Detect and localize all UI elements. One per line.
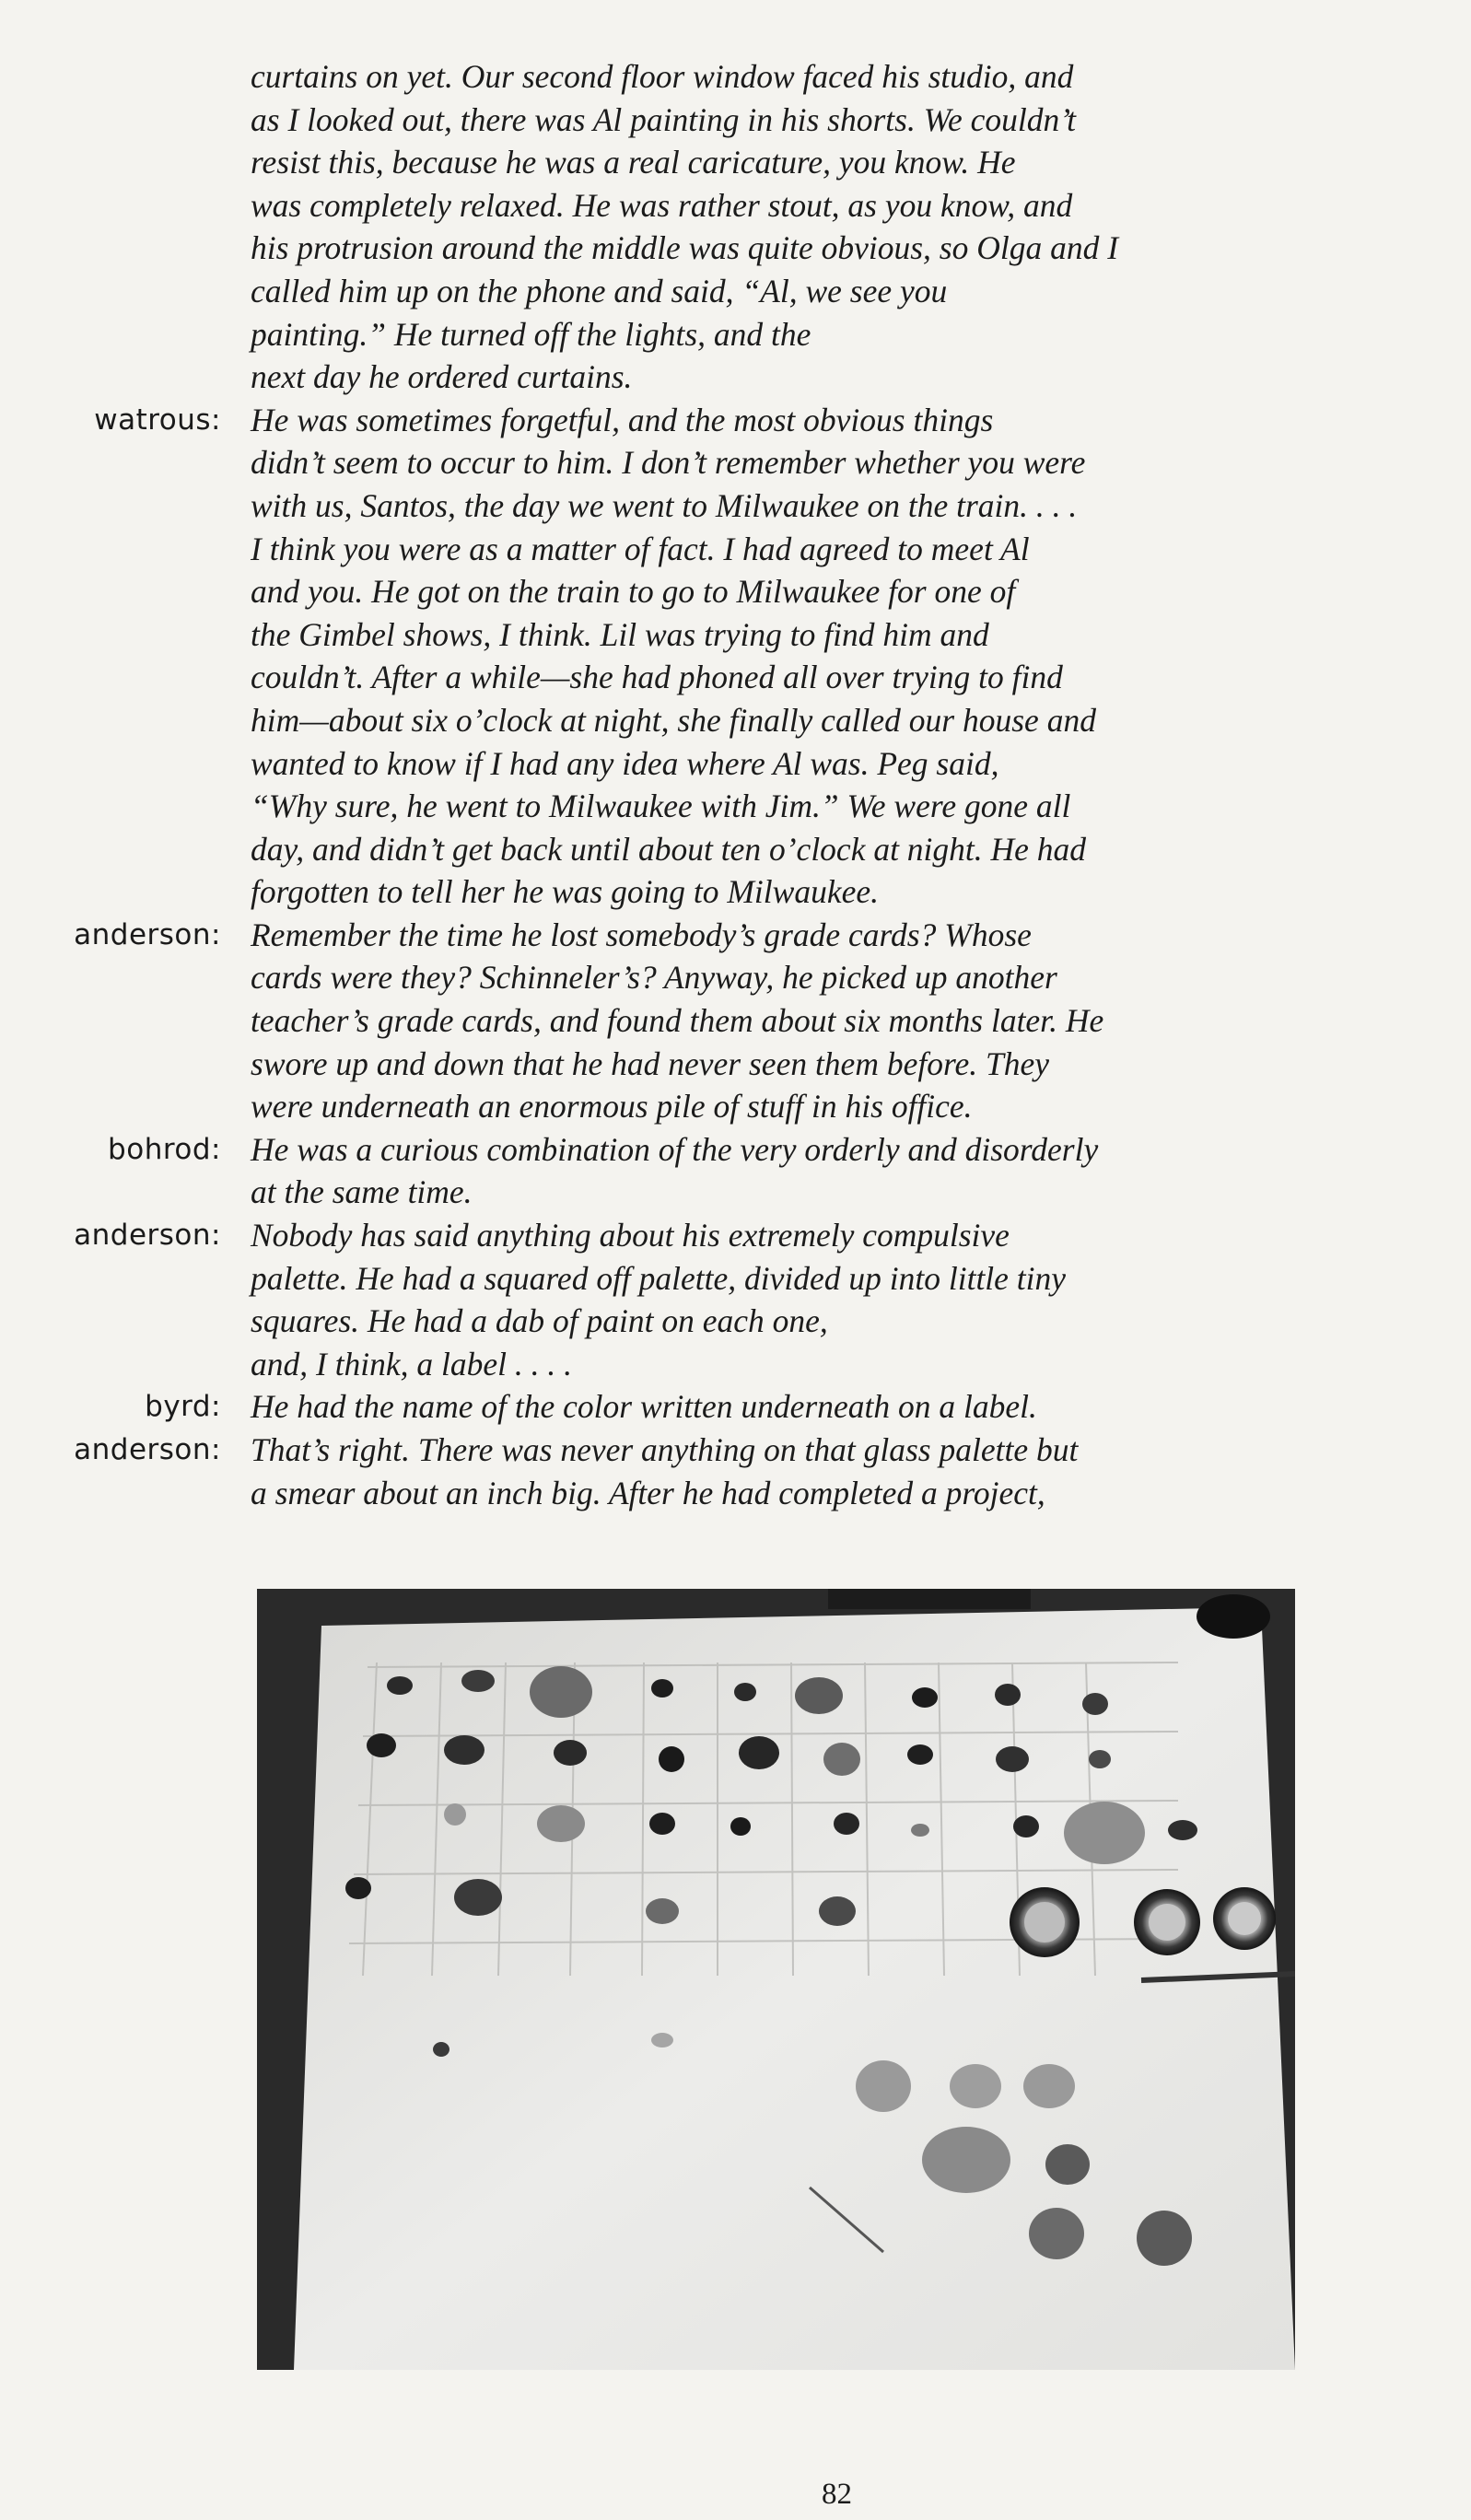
speaker-label: bohrod: — [108, 1132, 221, 1166]
text-line: didn’t seem to occur to him. I don’t remember whether you were — [251, 444, 1086, 482]
text-line: the Gimbel shows, I think. Lil was trying to find him and — [251, 615, 989, 653]
palette-photograph — [257, 1589, 1295, 2370]
text-line: He had the name of the color written underneath on a label. — [251, 1388, 1037, 1426]
text-line: at the same time. — [251, 1173, 473, 1211]
text-line: him—about six o’clock at night, she finally called our house and — [251, 701, 1096, 739]
speech-text — [251, 399, 1471, 914]
text-line: and you. He got on the train to go to Milwaukee for one of — [251, 573, 1016, 611]
speech-block — [0, 1128, 1471, 1214]
text-line: resist this, because he was a real caricature, you know. He — [251, 144, 1016, 181]
text-line: forgotten to tell her he was going to Milwaukee. — [251, 873, 879, 911]
top-edge-object — [828, 1589, 1031, 1609]
speech-block — [0, 914, 1471, 1128]
speech-block — [0, 399, 1471, 914]
text-line: as I looked out, there was Al painting in his shorts. We couldn’t — [251, 100, 1077, 138]
speech-block — [0, 1214, 1471, 1385]
speech-text — [251, 1128, 1471, 1214]
text-line: cards were they? Schinneler’s? Anyway, he picked up another — [251, 959, 1057, 997]
text-line: day, and didn’t get back until about ten o’clock at night. He had — [251, 830, 1087, 868]
speech-text — [251, 914, 1471, 1128]
text-line: wanted to know if I had any idea where Al was. Peg said, — [251, 744, 999, 782]
text-line: couldn’t. After a while—she had phoned all over trying to find — [251, 659, 1063, 696]
text-line: his protrusion around the middle was quite obvious, so Olga and I — [251, 229, 1119, 267]
text-line: Remember the time he lost somebody’s grade cards? Whose — [251, 916, 1032, 953]
text-line: a smear about an inch big. After he had completed a project, — [251, 1474, 1045, 1511]
text-line: That’s right. There was never anything on that glass palette but — [251, 1431, 1079, 1468]
speech-block — [0, 1385, 1471, 1429]
speech-text — [251, 1385, 1471, 1429]
text-line: He was sometimes forgetful, and the most obvious things — [251, 401, 994, 438]
text-line: with us, Santos, the day we went to Milwaukee on the train. . . . — [251, 486, 1078, 524]
text-line: squares. He had a dab of paint on each one, — [251, 1302, 828, 1340]
text-line: swore up and down that he had never seen them before. They — [251, 1044, 1049, 1082]
speaker-label: anderson: — [74, 1219, 221, 1253]
top-right-object — [1197, 1594, 1270, 1639]
text-line: were underneath an enormous pile of stuff in his office. — [251, 1088, 973, 1126]
speaker-label: anderson: — [74, 1433, 221, 1466]
speech-block — [0, 55, 1471, 399]
transcript — [0, 55, 1471, 1514]
text-line: teacher’s grade cards, and found them about six months later. He — [251, 1002, 1104, 1040]
text-line: palette. He had a squared off palette, divided up into little tiny — [251, 1259, 1067, 1297]
text-line: curtains on yet. Our second floor window faced his studio, and — [251, 58, 1074, 95]
text-line: He was a curious combination of the very orderly and disorderly — [251, 1130, 1099, 1168]
text-line: next day he ordered curtains. — [251, 358, 633, 396]
text-line: was completely relaxed. He was rather stout, as you know, and — [251, 186, 1073, 224]
text-line: I think you were as a matter of fact. I had agreed to meet Al — [251, 530, 1030, 567]
text-line: “Why sure, he went to Milwaukee with Jim.” We were gone all — [251, 788, 1071, 825]
text-line: painting.” He turned off the lights, and the — [251, 315, 811, 353]
speech-text — [251, 55, 1471, 399]
palette-photo-illustration — [257, 1589, 1295, 2370]
text-line: and, I think, a label . . . . — [251, 1345, 573, 1382]
speaker-label: byrd: — [145, 1390, 221, 1424]
speaker-label: watrous: — [94, 402, 221, 437]
text-line: Nobody has said anything about his extremely compulsive — [251, 1217, 1010, 1254]
speech-text — [251, 1429, 1471, 1514]
speech-block — [0, 1429, 1471, 1514]
text-line: called him up on the phone and said, “Al, we see you — [251, 272, 948, 309]
speaker-label: anderson: — [74, 917, 221, 951]
page-number: 82 — [822, 2478, 852, 2511]
speech-text — [251, 1214, 1471, 1385]
